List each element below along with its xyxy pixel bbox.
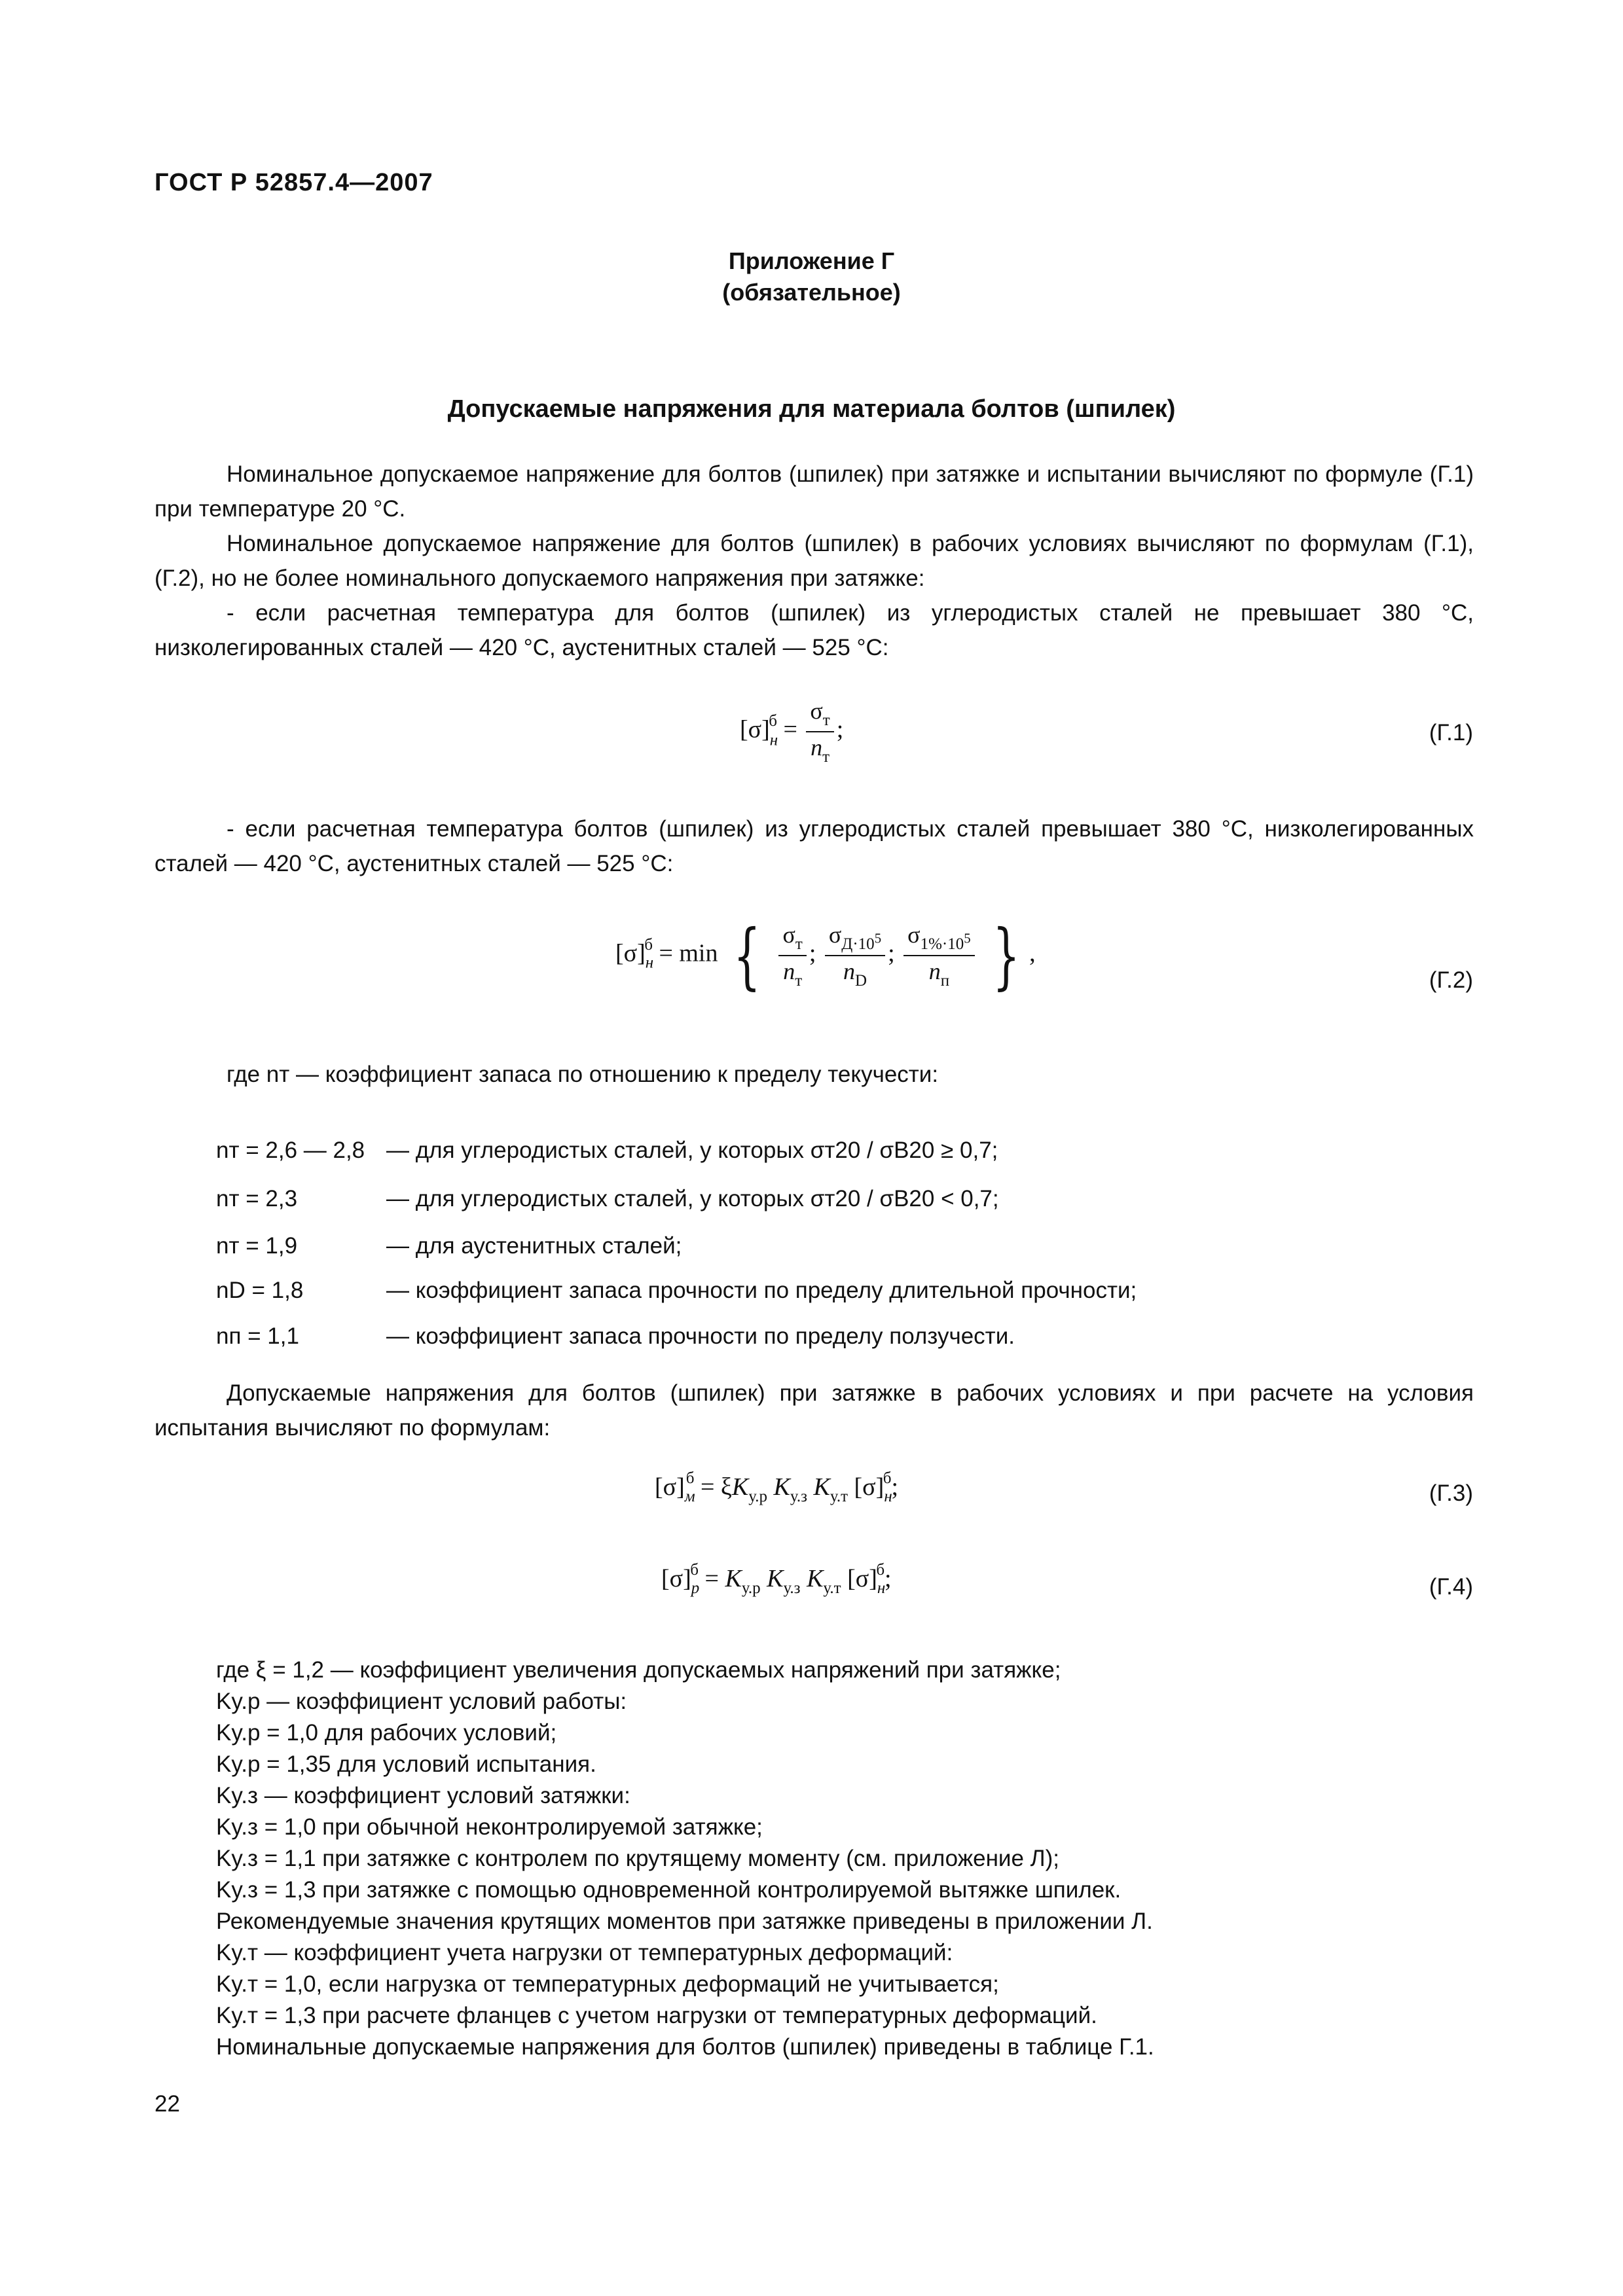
allowable-text	[155, 1376, 1474, 1445]
list-symbol: nD = 1,8	[216, 1278, 304, 1303]
paragraph: Номинальное допускаемое напряжение для болтов (шпилек) в рабочих условиях вычисляют по формулам (Г.1), (Г.2), но не более номинального допускаемого напряжения при затяжке:	[155, 531, 1474, 591]
formula-number: (Г.3)	[1429, 1480, 1473, 1506]
formula-number: (Г.2)	[1429, 967, 1473, 993]
formula-g1: $[\sigma]_н^б$ = $\frac{\sigma_т}{n_т}$ ;	[740, 698, 844, 766]
list-item	[216, 1233, 682, 1259]
paragraph: - если расчетная температура болтов (шпилек) из углеродистых сталей превышает 380 °С, низколегированных сталей — 420 °С, аустенитных сталей — 525 °С:	[155, 816, 1474, 876]
list-symbol: nт = 1,9	[216, 1233, 298, 1259]
list-description: — коэффициент запаса прочности по пределу длительной прочности;	[386, 1278, 1137, 1303]
formula-number: (Г.1)	[1429, 720, 1473, 745]
formula-g4: $[\sigma]_р^б = K_{у.р}$ $K_{у.з}$ $K_{у.т}$ $[\sigma]_н^б$;	[661, 1561, 892, 1597]
coefficients-legend	[216, 1655, 1476, 2063]
list-description: — для углеродистых сталей, у которых σт20 / σВ20 < 0,7;	[386, 1186, 999, 1211]
appendix-status: (обязательное)	[722, 279, 901, 306]
legend-line: Ky.p = 1,0 для рабочих условий;	[216, 1720, 557, 1746]
document-header: ГОСТ Р 52857.4—2007	[155, 169, 433, 196]
legend-line: Ky.з = 1,1 при затяжке с контролем по крутящему моменту (см. приложение Л);	[216, 1846, 1060, 1871]
list-item	[216, 1278, 1137, 1304]
legend-line: Ky.p = 1,35 для условий испытания.	[216, 1751, 596, 1777]
list-item	[216, 1186, 999, 1212]
legend-line: Рекомендуемые значения крутящих моментов при затяжке приведены в приложении Л.	[216, 1909, 1153, 1934]
list-item	[216, 1138, 998, 1164]
formula-g3: $[\sigma]_м^б = \xi K_{у.р}$ $K_{у.з}$ $K_{у.т}$ $[\sigma]_н^б$;	[655, 1469, 899, 1505]
intro-text	[155, 457, 1474, 665]
paragraph: - если расчетная температура для болтов (шпилек) из углеродистых сталей не превышает 380 °С, низколегированных сталей — 420 °С, аустенитных сталей — 525 °С:	[155, 600, 1474, 660]
paragraph: где nт — коэффициент запаса по отношению к пределу текучести:	[227, 1062, 939, 1087]
list-description: — для углеродистых сталей, у которых σт20 / σВ20 ≥ 0,7;	[386, 1138, 998, 1163]
list-description: — для аустенитных сталей;	[386, 1233, 682, 1259]
page-number: 22	[155, 2091, 180, 2117]
legend-line: Ky.з = 1,3 при затяжке с помощью одновременной контролируемой вытяжке шпилек.	[216, 1877, 1122, 1903]
legend-line: Ky.з — коэффициент условий затяжки:	[216, 1783, 630, 1808]
legend-line: Ky.т = 1,0, если нагрузка от температурных деформаций не учитывается;	[216, 1971, 999, 1997]
legend-line: Ky.т — коэффициент учета нагрузки от температурных деформаций:	[216, 1940, 953, 1965]
list-item	[216, 1323, 1015, 1350]
condition-text	[155, 812, 1474, 881]
list-symbol: nт = 2,3	[216, 1186, 298, 1211]
legend-line: Номинальные допускаемые напряжения для болтов (шпилек) приведены в таблице Г.1.	[216, 2034, 1154, 2060]
formula-number: (Г.4)	[1429, 1574, 1473, 1600]
section-title: Допускаемые напряжения для материала болтов (шпилек)	[447, 395, 1176, 423]
list-symbol: nп = 1,1	[216, 1323, 299, 1349]
paragraph: Допускаемые напряжения для болтов (шпилек) при затяжке в рабочих условиях и при расчете на условия испытания вычисляют по формулам:	[155, 1380, 1474, 1441]
legend-line: Ky.з = 1,0 при обычной неконтролируемой затяжке;	[216, 1814, 763, 1840]
legend-line: Ky.т = 1,3 при расчете фланцев с учетом нагрузки от температурных деформаций.	[216, 2003, 1097, 2028]
paragraph: Номинальное допускаемое напряжение для болтов (шпилек) при затяжке и испытании вычисляют по формуле (Г.1) при температуре 20 °С.	[155, 461, 1474, 522]
formula-g2: $[\sigma]_н^б = \min$ { $\frac{\sigma_т}{n_т}$ ; $\frac{\sigma_{Д\cdot 10^5}}{n_D}$ ; $\frac{\sigma_{1\%\cdot 10^5}}{n_п}$ } ,	[615, 914, 1036, 997]
appendix-title: Приложение Г	[728, 247, 895, 274]
legend-line: Ky.p — коэффициент условий работы:	[216, 1689, 627, 1714]
list-description: — коэффициент запаса прочности по пределу ползучести.	[386, 1323, 1015, 1349]
nt-intro	[155, 1057, 1474, 1092]
list-symbol: nт = 2,6 — 2,8	[216, 1138, 365, 1163]
legend-line: где ξ = 1,2 — коэффициент увеличения допускаемых напряжений при затяжке;	[216, 1657, 1061, 1683]
